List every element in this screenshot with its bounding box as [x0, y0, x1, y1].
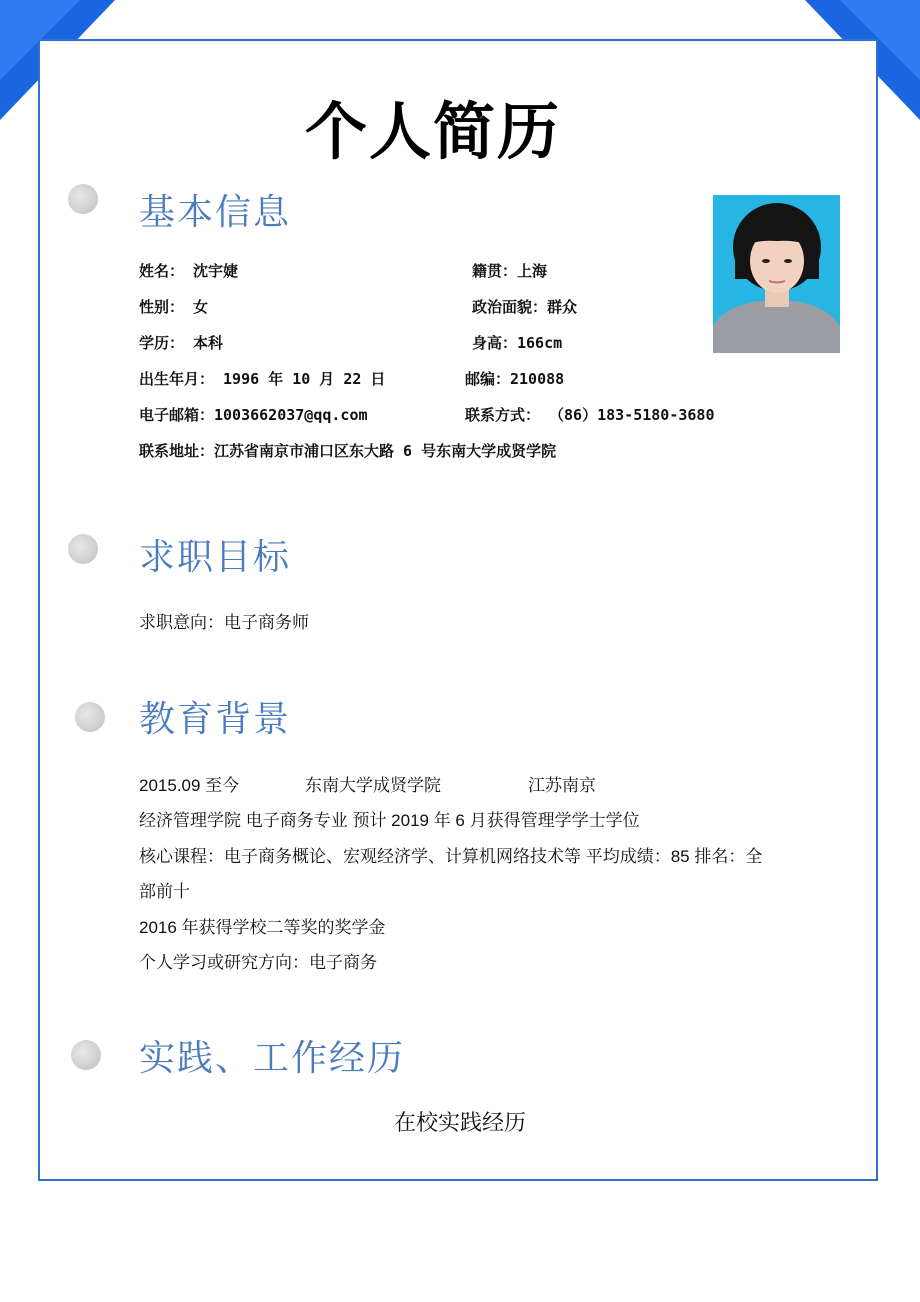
birth-date-field: 出生年月： 1996 年 10 月 22 日: [139, 370, 386, 388]
education-courses-line2: 部前十: [139, 882, 190, 901]
postcode-field: 邮编：210088: [465, 370, 565, 388]
education-school: 东南大学成贤学院: [305, 776, 441, 795]
education-award: 2016 年获得学校二等奖的奖学金: [139, 918, 386, 937]
education-courses-line1: 核心课程：电子商务概论、宏观经济学、计算机网络技术等 平均成绩：85 排名：全: [139, 847, 763, 866]
email-field: 电子邮箱：1003662037@qq.com: [139, 406, 368, 424]
height-field: 身高：166cm: [472, 334, 563, 352]
section-title-experience: 实践、工作经历: [139, 1038, 406, 1079]
education-period: 2015.09 至今: [139, 776, 240, 795]
section-title-education: 教育背景: [139, 699, 292, 740]
circle-bullet-icon: [68, 184, 98, 214]
profile-photo: [713, 195, 840, 353]
experience-subheading: 在校实践经历: [393, 1111, 526, 1136]
education-location: 江苏南京: [528, 776, 596, 795]
job-intent-text: 求职意向：电子商务师: [139, 613, 309, 632]
name-field: 姓名： 沈宇婕: [139, 262, 239, 280]
education-research: 个人学习或研究方向：电子商务: [139, 953, 377, 972]
address-field: 联系地址：江苏省南京市浦口区东大路 6 号东南大学成贤学院: [139, 442, 557, 460]
phone-field: 联系方式： （86）183-5180-3680: [465, 406, 715, 424]
gender-field: 性别： 女: [139, 298, 209, 316]
degree-field: 学历： 本科: [139, 334, 224, 352]
section-title-basic: 基本信息: [139, 192, 292, 233]
political-status-field: 政治面貌：群众: [472, 298, 578, 316]
hometown-field: 籍贯：上海: [472, 262, 548, 280]
circle-bullet-icon: [71, 1040, 101, 1070]
page-title: 个人简历: [304, 95, 561, 168]
section-title-objective: 求职目标: [139, 537, 292, 578]
circle-bullet-icon: [75, 702, 105, 732]
education-major: 经济管理学院 电子商务专业 预计 2019 年 6 月获得管理学学士学位: [139, 811, 640, 830]
circle-bullet-icon: [68, 534, 98, 564]
